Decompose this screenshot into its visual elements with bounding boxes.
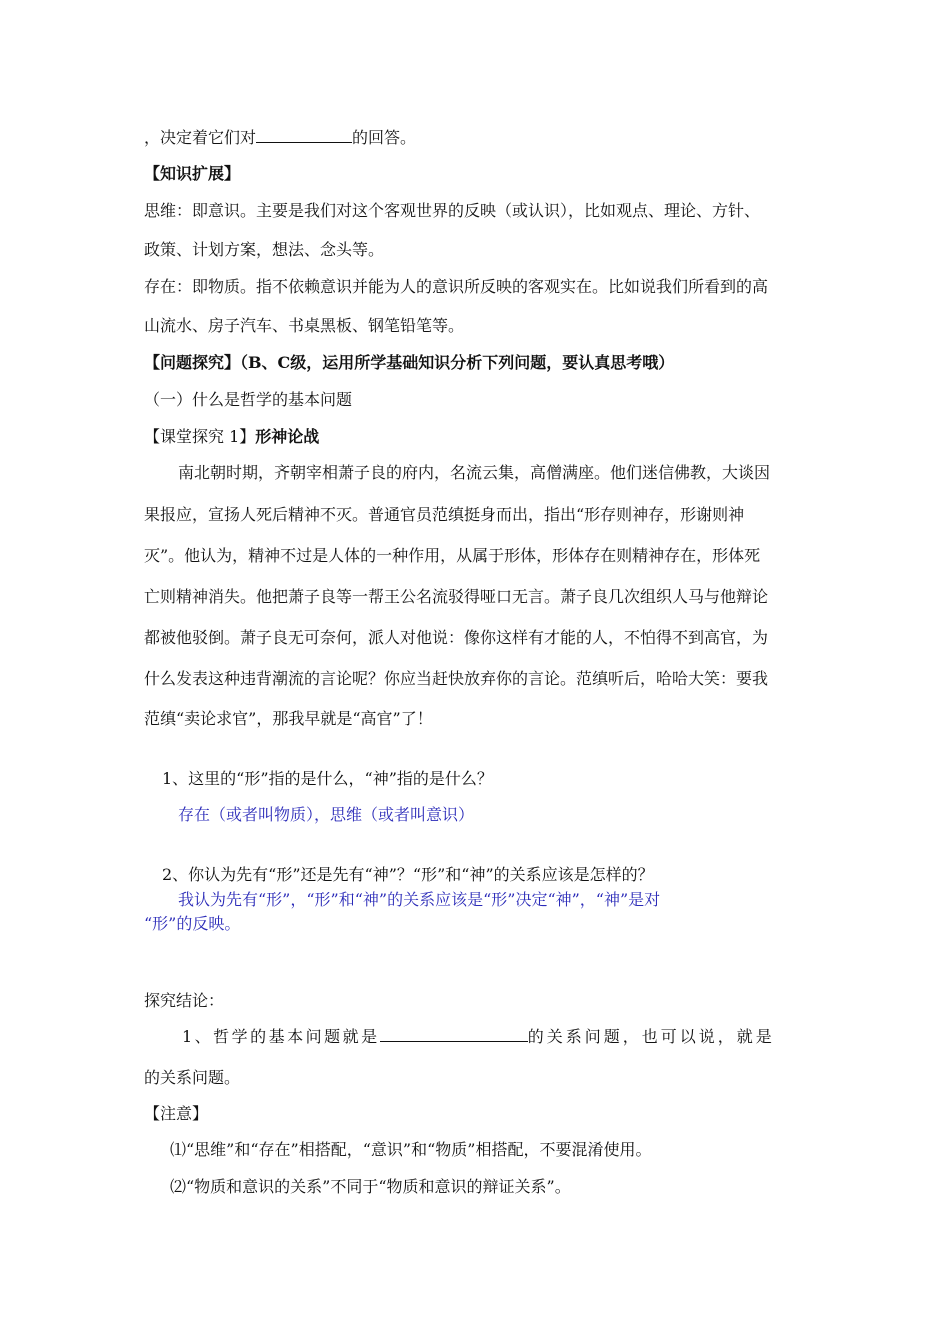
story-line: 都被他驳倒。萧子良无可奈何，派人对他说：像你这样有才能的人，不怕得不到高官，为 (144, 628, 769, 647)
thinking-definition-line2: 政策、计划方案，想法、念头等。 (144, 240, 385, 259)
knowledge-heading: 【知识扩展】 (144, 164, 241, 183)
notes-heading: 【注意】 (144, 1104, 209, 1123)
conclusion-heading: 探究结论： (144, 991, 225, 1010)
story-line: 亡则精神消失。他把萧子良等一帮王公名流驳得哑口无言。萧子良几次组织人马与他辩论 (144, 587, 769, 606)
conclusion-prefix: 1、哲学的基本问题就是 (182, 1027, 380, 1046)
question-1: 1、这里的“形”指的是什么，“神”指的是什么？ (162, 769, 493, 788)
being-definition-line1: 存在：即物质。指不依赖意识并能为人的意识所反映的客观实在。比如说我们所看到的高 (144, 277, 769, 296)
story-line: 南北朝时期，齐朝宰相萧子良的府内，名流云集，高僧满座。他们迷信佛教，大谈因 (178, 463, 771, 482)
answer-blank[interactable] (380, 1026, 528, 1042)
conclusion-suffix: 的关系问题，也可以说，就是 (527, 1027, 775, 1046)
conclusion-line2: 的关系问题。 (144, 1068, 241, 1087)
fill-blank-sentence (144, 127, 807, 149)
answer-blank[interactable] (256, 127, 352, 143)
being-definition-line2: 山流水、房子汽车、书桌黑板、钢笔铅笔等。 (144, 316, 465, 335)
inquiry-heading: 【问题探究】（B、C级，运用所学基础知识分析下列问题，要认真思考哦） (144, 353, 675, 372)
answer-2-line2: “形”的反映。 (144, 914, 241, 933)
class-inquiry-label: 【课堂探究 1】 (144, 427, 256, 446)
conclusion-line1 (182, 1026, 807, 1048)
class-inquiry-title (144, 426, 807, 448)
answer-2-line1: 我认为先有“形”，“形”和“神”的关系应该是“形”决定“神”，“神”是对 (178, 890, 661, 909)
story-line: 灭”。他认为，精神不过是人体的一种作用，从属于形体，形体存在则精神存在，形体死 (144, 546, 761, 565)
sentence-prefix: ，决定着它们对 (144, 128, 257, 147)
story-line: 什么发表这种违背潮流的言论呢？你应当赶快放弃你的言论。范缜听后，哈哈大笑：要我 (144, 669, 769, 688)
note-1: ⑴“思维”和“存在”相搭配，“意识”和“物质”相搭配，不要混淆使用。 (170, 1140, 652, 1159)
answer-1: 存在（或者叫物质），思维（或者叫意识） (178, 805, 475, 824)
section-title: （一）什么是哲学的基本问题 (144, 390, 353, 409)
story-line: 果报应，宣扬人死后精神不灭。普通官员范缜挺身而出，指出“形存则神存，形谢则神 (144, 505, 745, 524)
story-line: 范缜“卖论求官”，那我早就是“高官”了！ (144, 709, 433, 728)
sentence-suffix: 的回答。 (352, 128, 417, 147)
note-2: ⑵“物质和意识的关系”不同于“物质和意识的辩证关系”。 (170, 1177, 571, 1196)
class-inquiry-topic: 形神论战 (255, 427, 320, 446)
thinking-definition-line1: 思维：即意识。主要是我们对这个客观世界的反映（或认识），比如观点、理论、方针、 (144, 201, 761, 220)
question-2: 2、你认为先有“形”还是先有“神”？“形”和“神”的关系应该是怎样的？ (162, 865, 654, 884)
